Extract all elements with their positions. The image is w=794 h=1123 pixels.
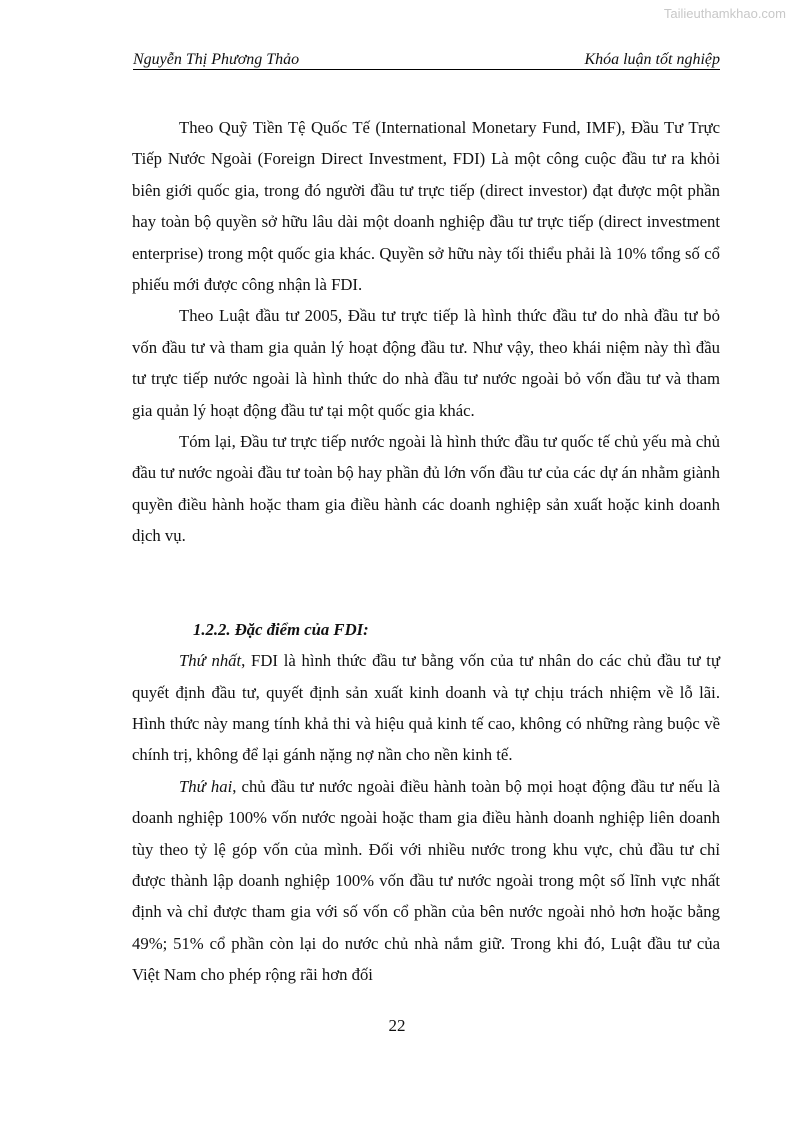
section-title: 1.2.2. Đặc điểm của FDI: <box>193 619 369 639</box>
first-body: , FDI là hình thức đầu tư bằng vốn của tư nhân do các chủ đầu tư tự quyết định đầu tư, quyết định sản xuất kinh doanh và tự chịu trách nhiệm về lỗ lãi. Hình thức này mang tính khả thi và hiệu quả kinh tế cao, không có những ràng buộc về chính trị, không để lại gánh nặng nợ nần cho nền kinh tế. <box>132 651 720 765</box>
header-author: Nguyễn Thị Phương Thảo <box>133 51 300 68</box>
page-number: 22 <box>388 1016 406 1035</box>
page-header <box>133 50 720 70</box>
second-lead: Thứ hai <box>179 776 233 796</box>
paragraph-summary: Tóm lại, Đầu tư trực tiếp nước ngoài là hình thức đầu tư quốc tế chủ yếu mà chủ đầu tư nước ngoài đầu tư toàn bộ hay phần đủ lớn vốn đầu tư của các dự án nhằm giành quyền điều hành hoặc tham gia điều hành các doanh nghiệp sản xuất hoặc kinh doanh dịch vụ. <box>132 432 720 546</box>
page-body <box>132 112 720 991</box>
paragraph-law-definition: Theo Luật đầu tư 2005, Đầu tư trực tiếp là hình thức đầu tư do nhà đầu tư bỏ vốn đầu tư và tham gia quản lý hoạt động đầu tư. Như vậy, theo khái niệm này thì đầu tư trực tiếp nước ngoài là hình thức do nhà đầu tư nước ngoài bỏ vốn đầu tư và tham gia quản lý hoạt động đầu tư tại một quốc gia khác. <box>132 306 720 420</box>
paragraph-imf-definition: Theo Quỹ Tiền Tệ Quốc Tế (International Monetary Fund, IMF), Đầu Tư Trực Tiếp Nước Ngoài (Foreign Direct Investment, FDI) Là một công cuộc đầu tư ra khỏi biên giới quốc gia, trong đó người đầu tư trực tiếp (direct investor) đạt được một phần hay toàn bộ quyền sở hữu lâu dài một doanh nghiệp đầu tư trực tiếp (direct investment enterprise) trong một quốc gia khác. Quyền sở hữu này tối thiểu phải là 10% tổng số cổ phiếu mới được công nhận là FDI. <box>132 118 720 295</box>
first-lead: Thứ nhất <box>179 651 242 671</box>
second-body: , chủ đầu tư nước ngoài điều hành toàn bộ mọi hoạt động đầu tư nếu là doanh nghiệp 100% vốn nước ngoài hoặc tham gia điều hành doanh nghiệp liên doanh tùy theo tỷ lệ góp vốn của mình. Đối với nhiều nước trong khu vực, chủ đầu tư chỉ được thành lập doanh nghiệp 100% vốn đầu tư nước ngoài trong một số lĩnh vực nhất định và chỉ được tham gia với số vốn cổ phần của bên nước ngoài nhỏ hơn hoặc bằng 49%; 51% cổ phần còn lại do nước chủ nhà nắm giữ. Trong khi đó, Luật đầu tư của Việt Nam cho phép rộng rãi hơn đối <box>132 776 720 985</box>
watermark: Tailieuthamkhao.com <box>663 6 786 21</box>
paragraph-second-feature <box>132 771 720 991</box>
header-doc-type: Khóa luận tốt nghiệp <box>584 51 720 68</box>
paragraph-first-feature <box>132 645 720 771</box>
